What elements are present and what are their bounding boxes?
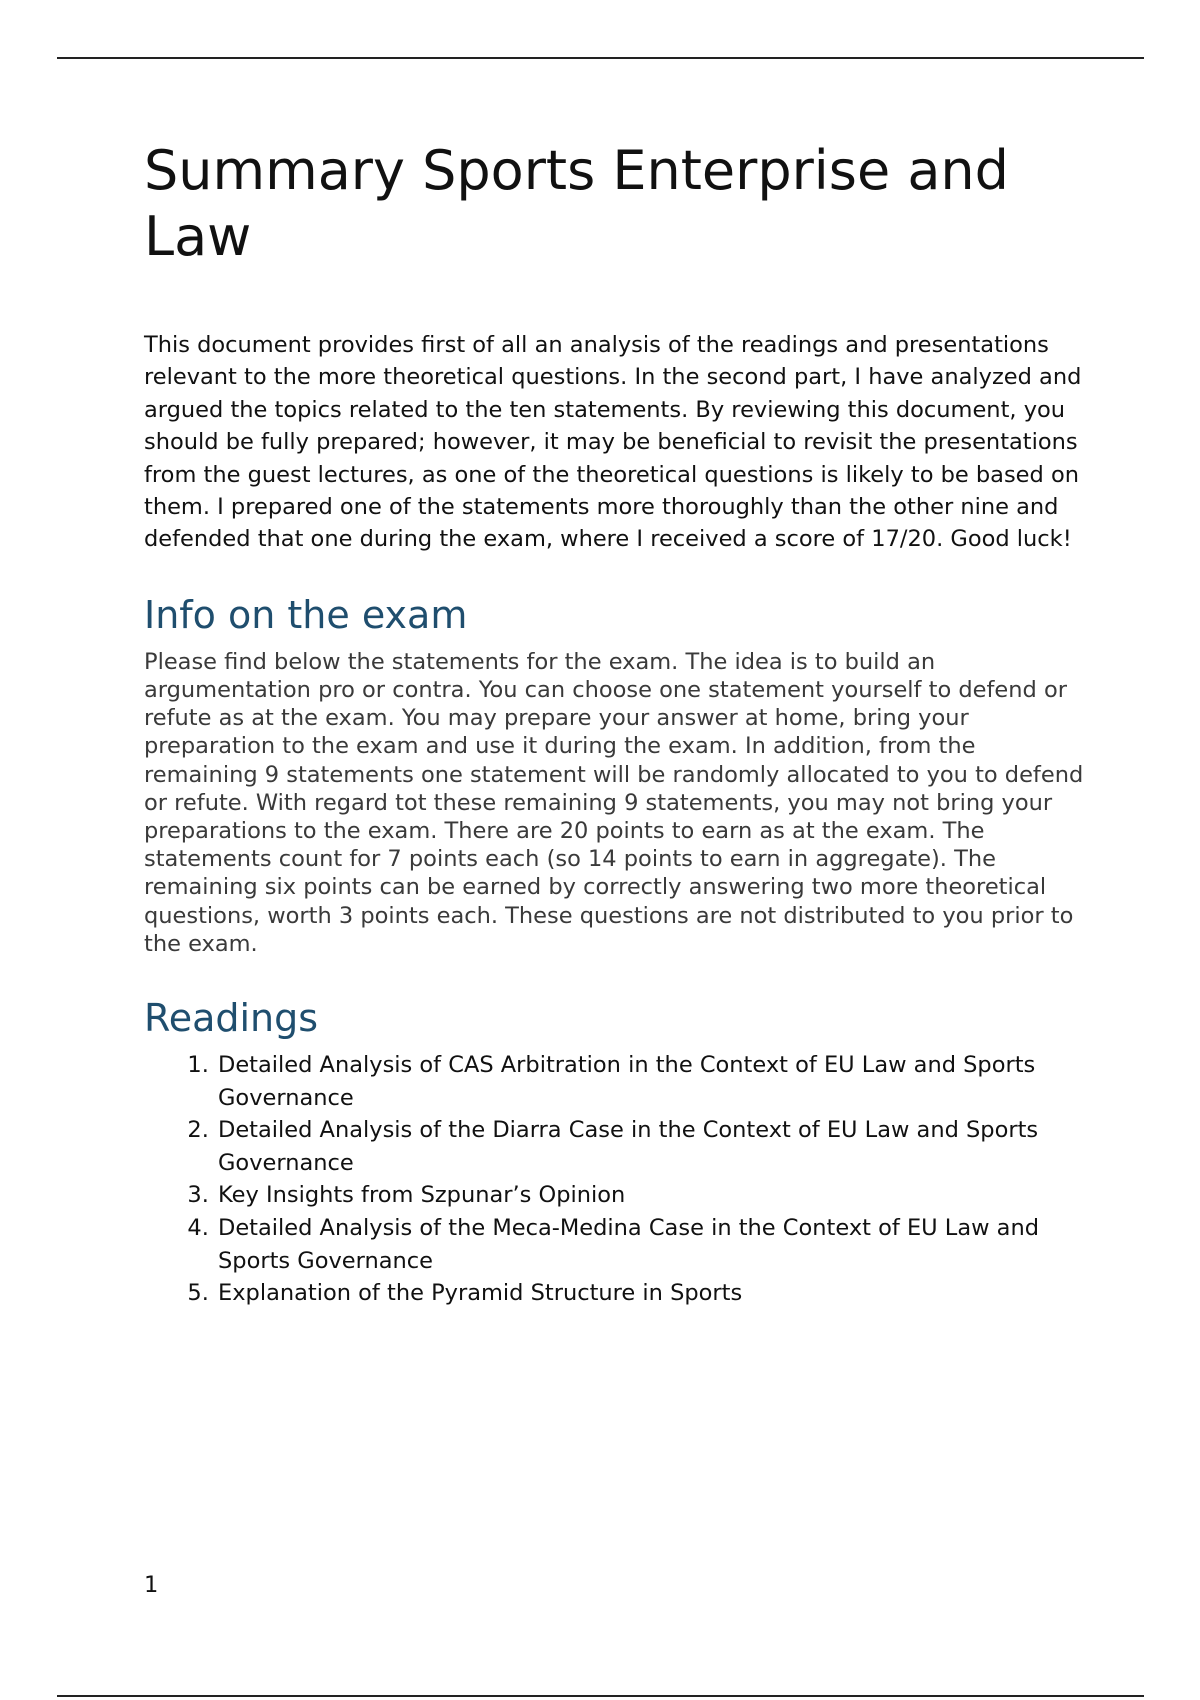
reading-item: 5. Explanation of the Pyramid Structure in Sports	[216, 1277, 1084, 1310]
readings-list	[144, 1049, 1084, 1310]
exam-info-heading: Info on the exam	[144, 592, 468, 637]
reading-item: 4. Detailed Analysis of the Meca-Medina Case in the Context of EU Law and Sports Governance	[216, 1212, 1084, 1277]
exam-info-paragraph: Please find below the statements for the exam. The idea is to build an argumentation pro or contra. You can choose one statement yourself to defend or refute as at the exam. You may prepare your answer at home, bring your preparation to the exam and use it during the exam. In addition, from the remaining 9 statements one statement will be randomly allocated to you to defend or refute. With regard tot these remaining 9 statements, you may not bring your preparations to the exam. There are 20 points to earn as at the exam. The statements count for 7 points each (so 14 points to earn in aggregate). The remaining six points can be earned by correctly answering two more theoretical questions, worth 3 points each. These questions are not distributed to you prior to the exam.	[144, 648, 1084, 957]
readings-heading: Readings	[144, 996, 319, 1041]
page-content	[144, 138, 1084, 1310]
reading-item: 1. Detailed Analysis of CAS Arbitration in the Context of EU Law and Sports Governance	[216, 1049, 1084, 1114]
header-rule	[57, 57, 1144, 59]
page-number: 1	[144, 1572, 159, 1598]
footer-rule	[57, 1695, 1144, 1697]
reading-item: 3. Key Insights from Szpunar’s Opinion	[216, 1179, 1084, 1212]
reading-item: 2. Detailed Analysis of the Diarra Case in the Context of EU Law and Sports Governance	[216, 1114, 1084, 1179]
intro-paragraph: This document provides first of all an analysis of the readings and presentations relevant to the more theoretical questions. In the second part, I have analyzed and argued the topics related to the ten statements. By reviewing this document, you should be fully prepared; however, it may be beneficial to revisit the presentations from the guest lectures, as one of the theoretical questions is likely to be based on them. I prepared one of the statements more thoroughly than the other nine and defended that one during the exam, where I received a score of 17/20. Good luck!	[144, 332, 1082, 553]
document-title: Summary Sports Enterprise and Law	[144, 139, 1009, 268]
